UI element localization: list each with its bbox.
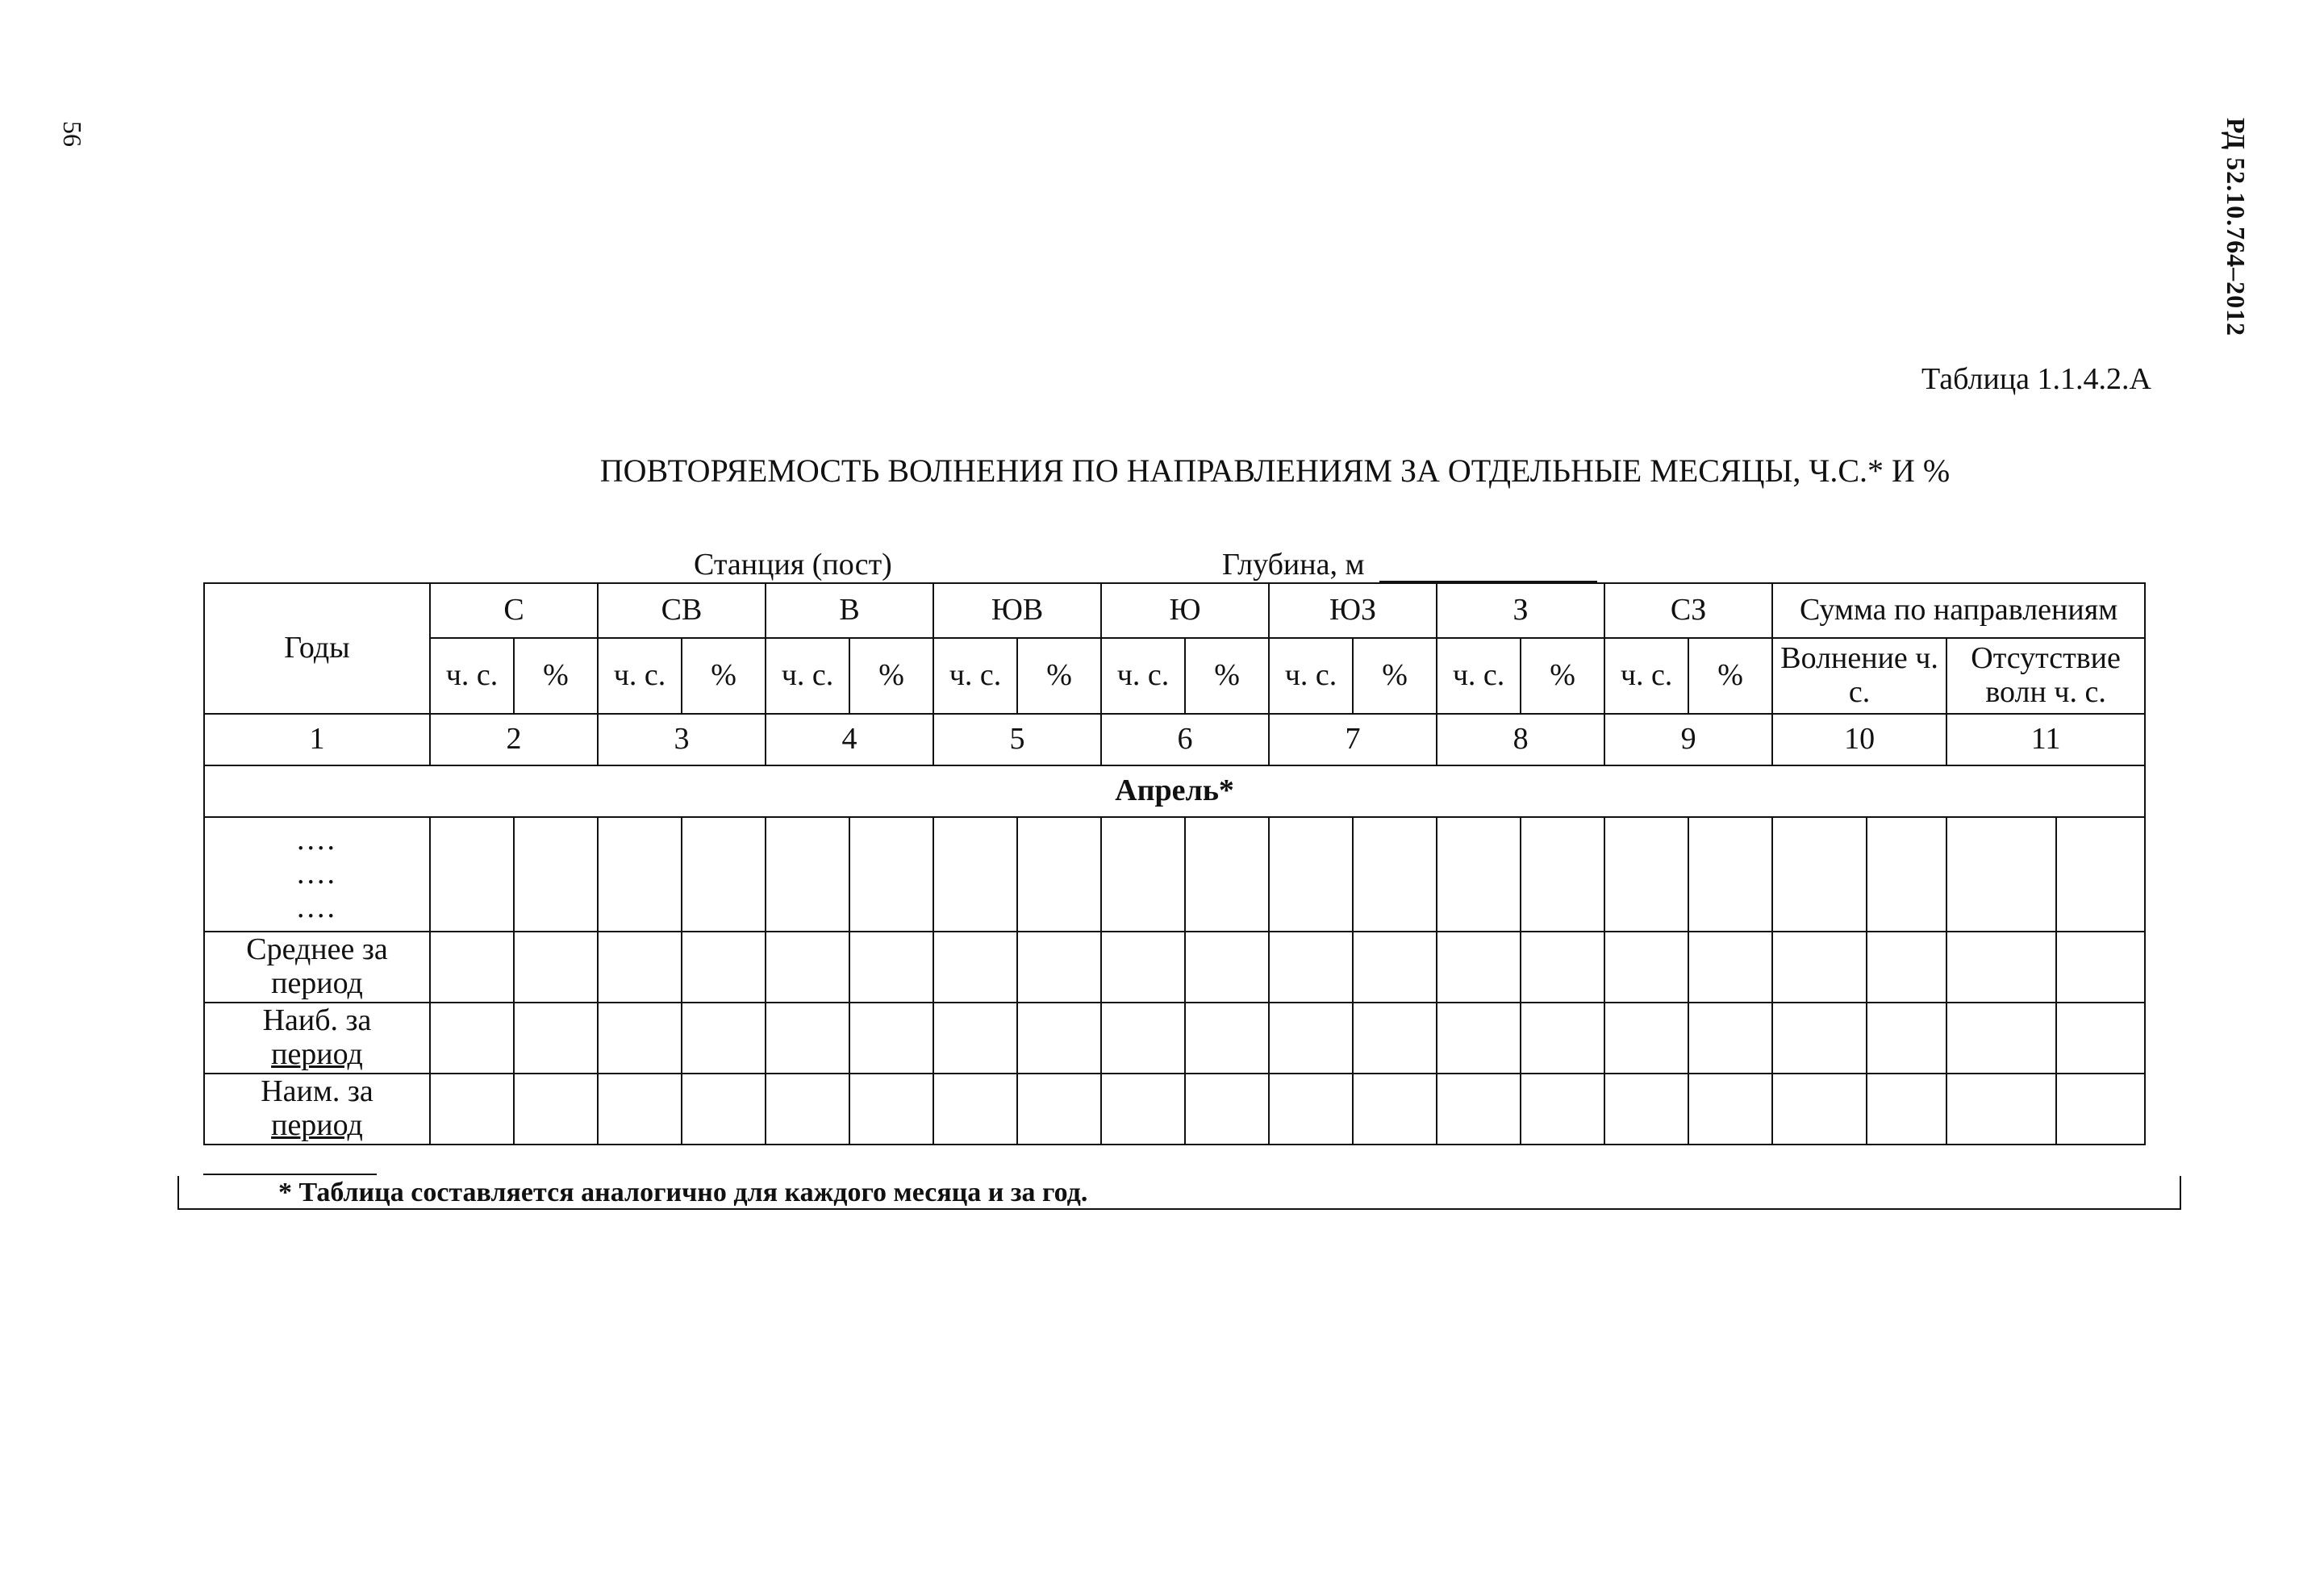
cell	[933, 1074, 1017, 1145]
row-label-line: Наиб. за	[262, 1003, 372, 1038]
cell	[1772, 817, 1867, 932]
column-number: 9	[1604, 714, 1772, 765]
footnote: * Таблица составляется аналогично для каждого месяца и за год.	[278, 1178, 1088, 1207]
cell	[1017, 1074, 1101, 1145]
cell	[849, 1074, 933, 1145]
unit-pct: %	[1185, 638, 1269, 714]
cell	[1688, 1074, 1772, 1145]
table-row	[204, 932, 2145, 1003]
direction-header: СВ	[598, 583, 766, 638]
cell	[1353, 1003, 1437, 1074]
cell	[1437, 817, 1521, 932]
month-row	[204, 765, 2145, 817]
column-number: 6	[1101, 714, 1269, 765]
column-number: 11	[1946, 714, 2145, 765]
cell	[766, 817, 849, 932]
no-wave-header: Отсутствие волн ч. с.	[1946, 638, 2145, 714]
cell	[682, 932, 766, 1003]
cell	[1353, 932, 1437, 1003]
station-label: Станция (пост)	[694, 548, 892, 582]
header-row-directions	[204, 583, 2145, 638]
sum-header: Сумма по направлениям	[1772, 583, 2145, 638]
direction-header: С	[430, 583, 598, 638]
unit-pct: %	[682, 638, 766, 714]
unit-chs: ч. с.	[1101, 638, 1185, 714]
direction-header: СЗ	[1604, 583, 1772, 638]
cell	[933, 817, 1017, 932]
unit-chs: ч. с.	[430, 638, 514, 714]
cell	[682, 817, 766, 932]
column-number-row	[204, 714, 2145, 765]
cell	[1017, 932, 1101, 1003]
row-label-line: период	[271, 1037, 363, 1071]
cell	[1101, 1003, 1185, 1074]
header-row-units	[204, 638, 2145, 714]
cell	[1521, 1074, 1604, 1145]
footnote-rule	[203, 1174, 377, 1175]
cell	[1185, 1003, 1269, 1074]
cell	[1772, 1074, 1867, 1145]
wave-frequency-table	[203, 582, 2146, 1145]
cell	[1269, 1074, 1353, 1145]
cell	[1688, 1003, 1772, 1074]
unit-chs: ч. с.	[1437, 638, 1521, 714]
cell	[598, 932, 682, 1003]
dots-line: ....	[297, 857, 337, 891]
column-number: 7	[1269, 714, 1437, 765]
page-number: 56	[58, 121, 87, 147]
unit-pct: %	[514, 638, 598, 714]
cell	[1521, 932, 1604, 1003]
depth-label: Глубина, м	[1222, 548, 1365, 582]
cell	[1269, 817, 1353, 932]
column-number: 1	[204, 714, 430, 765]
cell	[2056, 1074, 2145, 1145]
row-label-line: Наим. за	[261, 1074, 373, 1109]
row-label-line: период	[271, 966, 363, 1000]
cell	[514, 1003, 598, 1074]
row-label-line: период	[271, 1108, 363, 1142]
cell	[1867, 1003, 1946, 1074]
cell	[2056, 932, 2145, 1003]
cell	[1772, 932, 1867, 1003]
direction-header: В	[766, 583, 933, 638]
cell	[1946, 932, 2056, 1003]
unit-pct: %	[1017, 638, 1101, 714]
table-row	[204, 1074, 2145, 1145]
wave-header: Волнение ч. с.	[1772, 638, 1946, 714]
cell	[1604, 1074, 1688, 1145]
cell	[430, 817, 514, 932]
cell	[1772, 1003, 1867, 1074]
document-code: РД 52.10.764–2012	[2222, 118, 2251, 337]
unit-chs: ч. с.	[1604, 638, 1688, 714]
cell	[682, 1074, 766, 1145]
table-number: Таблица 1.1.4.2.А	[1921, 362, 2151, 396]
cell	[1017, 1003, 1101, 1074]
unit-pct: %	[1353, 638, 1437, 714]
unit-chs: ч. с.	[598, 638, 682, 714]
cell	[1688, 932, 1772, 1003]
cell	[1101, 1074, 1185, 1145]
cell	[2056, 1003, 2145, 1074]
cell	[598, 1074, 682, 1145]
cell	[2056, 817, 2145, 932]
cell	[1185, 817, 1269, 932]
years-header: Годы	[204, 583, 430, 714]
cell	[1946, 817, 2056, 932]
cell	[430, 932, 514, 1003]
cell	[766, 1074, 849, 1145]
cell	[1101, 932, 1185, 1003]
direction-header: ЮЗ	[1269, 583, 1437, 638]
cell	[1604, 932, 1688, 1003]
cell	[1437, 1003, 1521, 1074]
years-placeholder	[204, 817, 430, 932]
dots-line: ....	[297, 890, 337, 924]
cell	[766, 932, 849, 1003]
cell	[1867, 817, 1946, 932]
column-number: 2	[430, 714, 598, 765]
cell	[514, 817, 598, 932]
cell	[1688, 817, 1772, 932]
direction-header: З	[1437, 583, 1604, 638]
cell	[1521, 817, 1604, 932]
cell	[1437, 1074, 1521, 1145]
column-number: 4	[766, 714, 933, 765]
column-number: 5	[933, 714, 1101, 765]
cell	[1867, 932, 1946, 1003]
cell	[1437, 932, 1521, 1003]
cell	[682, 1003, 766, 1074]
cell	[1101, 817, 1185, 932]
direction-header: Ю	[1101, 583, 1269, 638]
column-number: 3	[598, 714, 766, 765]
cell	[598, 817, 682, 932]
row-label-line: Среднее за	[246, 932, 388, 967]
cell	[430, 1074, 514, 1145]
cell	[1521, 1003, 1604, 1074]
cell	[514, 932, 598, 1003]
cell	[1353, 817, 1437, 932]
row-label-max	[204, 1003, 430, 1074]
table-row	[204, 817, 2145, 932]
column-number: 10	[1772, 714, 1946, 765]
cell	[1946, 1074, 2056, 1145]
cell	[598, 1003, 682, 1074]
cell	[430, 1003, 514, 1074]
unit-pct: %	[1521, 638, 1604, 714]
cell	[1269, 932, 1353, 1003]
cell	[1946, 1003, 2056, 1074]
month-label: Апрель*	[204, 765, 2145, 817]
unit-chs: ч. с.	[1269, 638, 1353, 714]
cell	[1353, 1074, 1437, 1145]
row-label-mean	[204, 932, 430, 1003]
row-label-min	[204, 1074, 430, 1145]
dots-line: ....	[297, 823, 337, 857]
cell	[1604, 817, 1688, 932]
cell	[1017, 817, 1101, 932]
direction-header: ЮВ	[933, 583, 1101, 638]
table-row	[204, 1003, 2145, 1074]
cell	[514, 1074, 598, 1145]
cell	[933, 1003, 1017, 1074]
cell	[1185, 932, 1269, 1003]
cell	[933, 932, 1017, 1003]
cell	[849, 817, 933, 932]
cell	[1185, 1074, 1269, 1145]
unit-chs: ч. с.	[766, 638, 849, 714]
cell	[849, 932, 933, 1003]
cell	[1867, 1074, 1946, 1145]
unit-pct: %	[1688, 638, 1772, 714]
table-title: ПОВТОРЯЕМОСТЬ ВОЛНЕНИЯ ПО НАПРАВЛЕНИЯМ ЗА ОТДЕЛЬНЫЕ МЕСЯЦЫ, Ч.С.* И %	[599, 452, 1951, 489]
unit-chs: ч. с.	[933, 638, 1017, 714]
cell	[1604, 1003, 1688, 1074]
cell	[849, 1003, 933, 1074]
cell	[1269, 1003, 1353, 1074]
unit-pct: %	[849, 638, 933, 714]
column-number: 8	[1437, 714, 1604, 765]
cell	[766, 1003, 849, 1074]
